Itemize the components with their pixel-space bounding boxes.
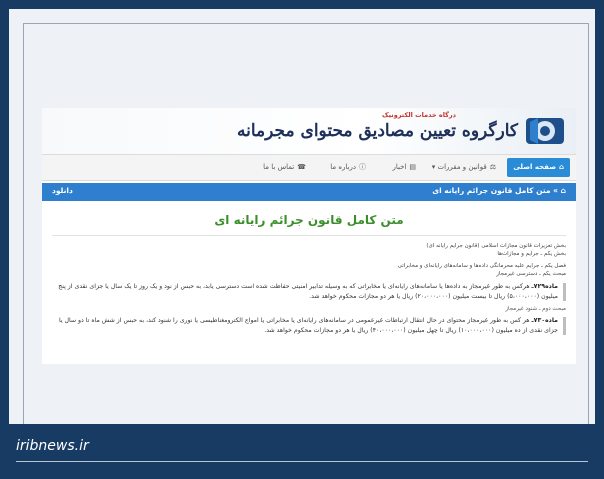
nav-home[interactable] bbox=[507, 158, 570, 177]
breadcrumb[interactable]: ⌂ » متن کامل قانون جرائم رایانه ای bbox=[432, 186, 566, 195]
footer-bar bbox=[0, 424, 604, 479]
gavel-icon: ⚖ bbox=[489, 163, 496, 171]
phone-icon: ☎ bbox=[297, 163, 306, 171]
article-729 bbox=[52, 282, 566, 302]
info-icon: ⓘ bbox=[359, 163, 366, 171]
quote-bar bbox=[563, 283, 566, 301]
article-729-text: هرکس به طور غیرمجاز به داده‌ها یا سامانه‌های رایانه‌ای یا مخابراتی که به وسیله تدابیر امنیتی حفاظت شده است دسترسی یابد، به حبس از نود و یک روز تا یک سال یا جزای نقدی از پنج میلیون (۵،۰۰۰،۰۰۰) ریال تا بیست میلیون (۲۰،۰۰۰،۰۰۰) ریال یا هر دو مجازات محکوم خواهد شد. bbox=[58, 283, 558, 300]
article-content bbox=[52, 204, 566, 336]
article-729-label: ماده۷۲۹ـ bbox=[531, 283, 558, 290]
main-navbar bbox=[42, 154, 576, 181]
nav-news[interactable] bbox=[392, 158, 416, 177]
nav-laws[interactable]: ⚖قوانین و مقررات ▾ bbox=[432, 158, 496, 177]
article-meta-2: بخش یکم ـ جرایم و مجازات‌ها bbox=[497, 251, 566, 257]
section-heading-2: مبحث دوم ـ شنود غیرمجاز bbox=[505, 306, 566, 312]
nav-about[interactable] bbox=[330, 158, 366, 177]
article-heading: متن کامل قانون جرائم رایانه ای bbox=[214, 213, 404, 227]
breadcrumb-bar bbox=[42, 183, 576, 201]
nav-laws-label: قوانین و مقررات bbox=[437, 163, 487, 171]
site-kicker: درگاه خدمات الکترونیک bbox=[381, 111, 456, 119]
article-730-text: هر کس به طور غیرمجاز محتوای در حال انتقال ارتباطات غیرعمومی در سامانه‌های رایانه‌ای یا مخابراتی یا امواج الکترومغناطیسی یا نوری را شنود کند، به حبس از شش ماه تا دو سال یا جزای نقدی از ده میلیون (۱۰،۰۰۰،۰۰۰) ریال تا چهل میلیون (۴۰،۰۰۰،۰۰۰) ریال یا هر دو مجازات محکوم خواهد شد. bbox=[58, 317, 558, 334]
article-730-label: ماده۷۳۰ـ bbox=[531, 317, 558, 324]
article-meta-4: مبحث یکم ـ دسترسی غیرمجاز bbox=[496, 271, 566, 277]
article-730 bbox=[52, 316, 566, 336]
home-icon: ⌂ bbox=[558, 163, 564, 171]
nav-news-label: اخبار bbox=[392, 163, 407, 171]
site-title[interactable]: کارگروه تعیین مصادیق محتوای مجرمانه bbox=[237, 121, 518, 141]
divider bbox=[52, 235, 566, 236]
breadcrumb-current: متن کامل قانون جرائم رایانه ای bbox=[432, 186, 551, 195]
news-icon: ▤ bbox=[409, 163, 416, 171]
emblem-logo-icon[interactable] bbox=[524, 114, 566, 148]
nav-contact[interactable] bbox=[263, 158, 306, 177]
article-meta-3: فصل یکم ـ جرایم علیه محرمانگی داده‌ها و سامانه‌های رایانه‌ای و مخابراتی bbox=[397, 263, 566, 269]
nav-about-label: درباره ما bbox=[330, 163, 356, 171]
nav-home-label: صفحه اصلی bbox=[513, 163, 556, 171]
footer-brand: iribnews.ir bbox=[16, 438, 89, 454]
download-link[interactable]: دانلود bbox=[52, 186, 73, 195]
article-meta-1: بخش تعزیرات قانون مجازات اسلامی (قانون جرایم رایانه ای) bbox=[426, 243, 566, 249]
nav-contact-label: تماس با ما bbox=[263, 163, 295, 171]
site-banner bbox=[42, 108, 576, 154]
website-screenshot bbox=[42, 108, 576, 364]
footer-rule bbox=[16, 461, 588, 462]
quote-bar bbox=[563, 317, 566, 335]
